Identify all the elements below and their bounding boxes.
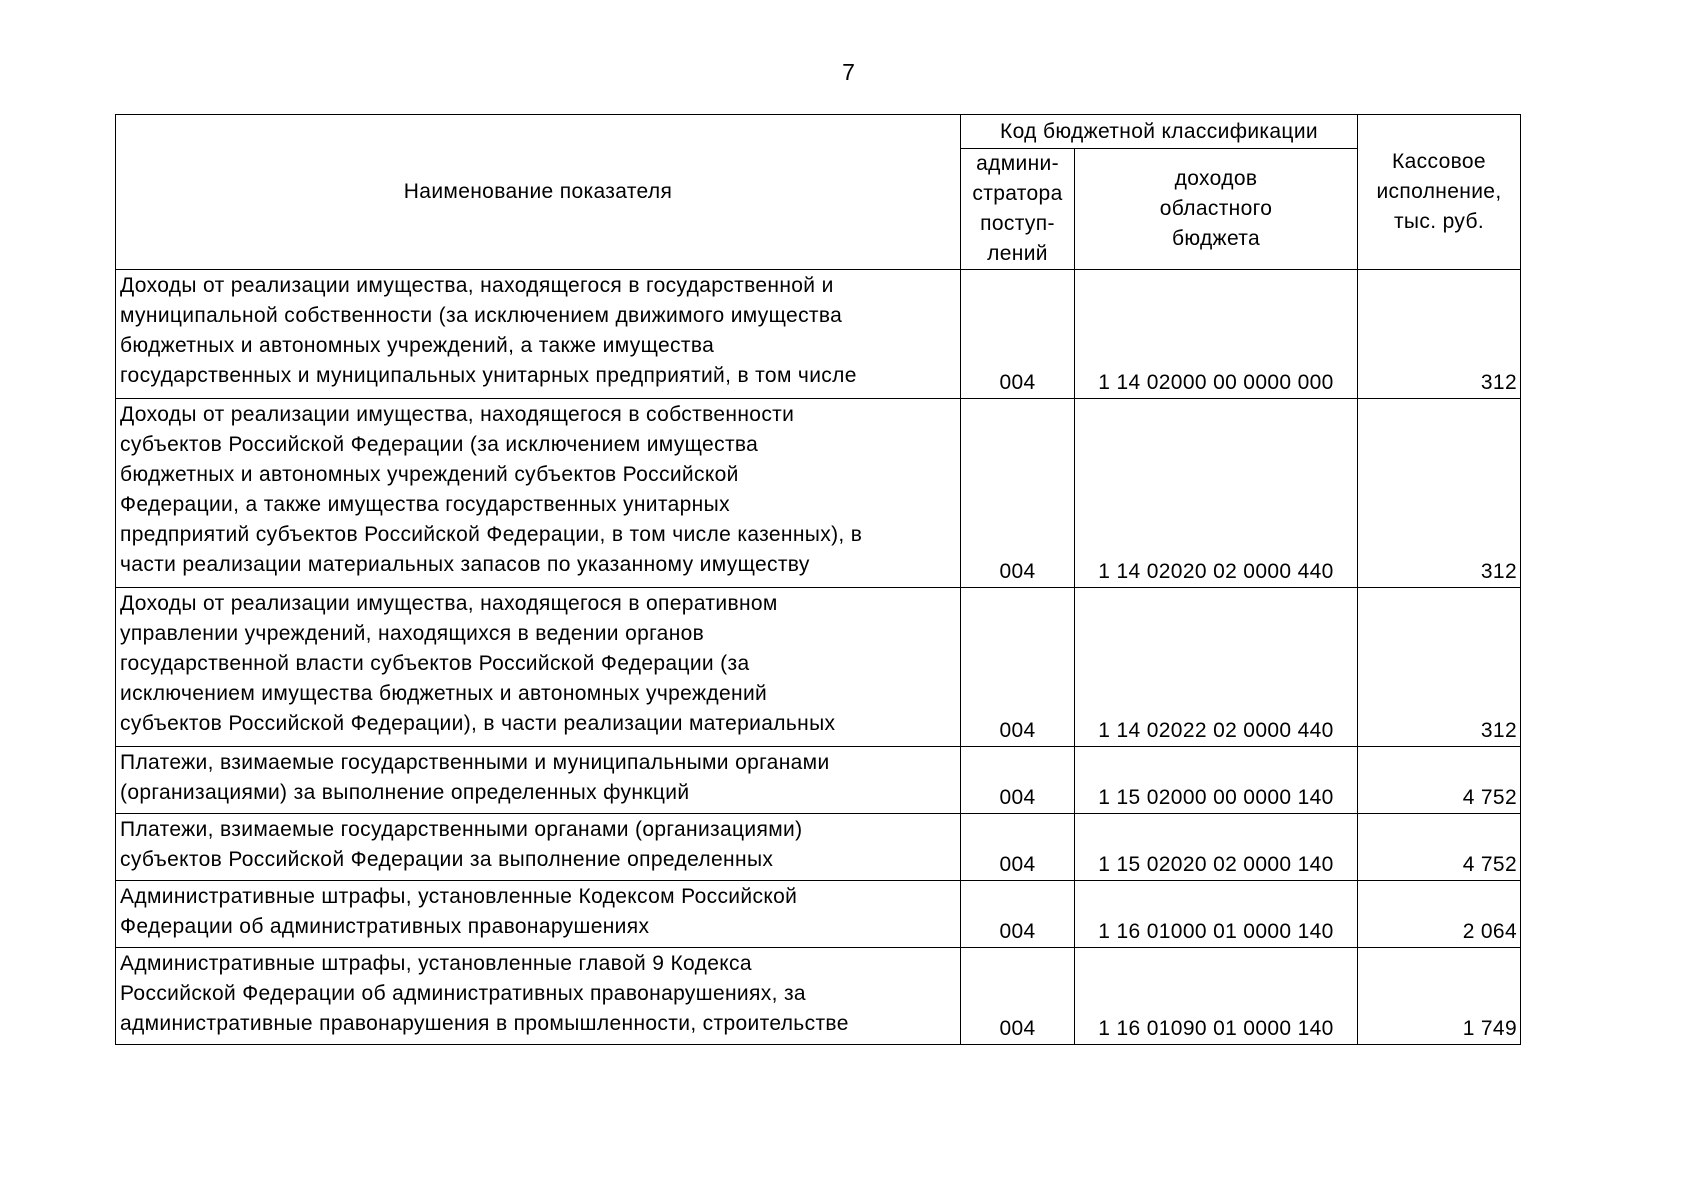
row-admin-code: 004: [961, 270, 1075, 399]
header-income: доходов областного бюджета: [1075, 149, 1358, 270]
row-budget-code: 1 14 02000 00 0000 000: [1075, 270, 1358, 399]
row-budget-code: 1 15 02000 00 0000 140: [1075, 747, 1358, 814]
row-admin-code: 004: [961, 814, 1075, 881]
row-name: Доходы от реализации имущества, находящегося в государственной и муниципальной собственности (за исключением движимого имущества бюджетных и автономных учреждений, а также имущества государственных и муниципальных унитарных предприятий, в том числе: [116, 270, 961, 399]
row-name: Платежи, взимаемые государственными органами (организациями) субъектов Российской Федерации за выполнение определенных: [116, 814, 961, 881]
header-cash-execution: Кассовое исполнение, тыс. руб.: [1358, 115, 1521, 270]
table-header-row: [116, 115, 1521, 149]
row-admin-code: 004: [961, 948, 1075, 1045]
row-budget-code: 1 14 02020 02 0000 440: [1075, 399, 1358, 588]
row-budget-code: 1 15 02020 02 0000 140: [1075, 814, 1358, 881]
row-name: Доходы от реализации имущества, находящегося в собственности субъектов Российской Федерации (за исключением имущества бюджетных и автономных учреждений субъектов Российской Федерации, а также имущества государственных унитарных предприятий субъектов Российской Федерации, в том числе казенных), в части реализации материальных запасов по указанному имуществу: [116, 399, 961, 588]
table-row: [116, 270, 1521, 399]
header-code-group: Код бюджетной классификации: [961, 115, 1358, 149]
row-admin-code: 004: [961, 399, 1075, 588]
row-admin-code: 004: [961, 588, 1075, 747]
table-row: [116, 588, 1521, 747]
row-value: 312: [1358, 399, 1521, 588]
row-budget-code: 1 16 01000 01 0000 140: [1075, 881, 1358, 948]
row-value: 4 752: [1358, 814, 1521, 881]
row-name: Платежи, взимаемые государственными и муниципальными органами (организациями) за выполнение определенных функций: [116, 747, 961, 814]
header-name: Наименование показателя: [116, 115, 961, 270]
table-row: [116, 747, 1521, 814]
row-admin-code: 004: [961, 747, 1075, 814]
row-value: 312: [1358, 270, 1521, 399]
row-name: Доходы от реализации имущества, находящегося в оперативном управлении учреждений, находящихся в ведении органов государственной власти субъектов Российской Федерации (за исключением имущества бюджетных и автономных учреждений субъектов Российской Федерации), в части реализации материальных: [116, 588, 961, 747]
row-name: Административные штрафы, установленные Кодексом Российской Федерации об административных правонарушениях: [116, 881, 961, 948]
page-number: 7: [842, 59, 855, 85]
row-value: 1 749: [1358, 948, 1521, 1045]
table-row: [116, 814, 1521, 881]
row-value: 4 752: [1358, 747, 1521, 814]
row-name: Административные штрафы, установленные главой 9 Кодекса Российской Федерации об административных правонарушениях, за административные правонарушения в промышленности, строительстве: [116, 948, 961, 1045]
row-value: 312: [1358, 588, 1521, 747]
table-row: [116, 881, 1521, 948]
table-row: [116, 399, 1521, 588]
budget-table: [115, 114, 1521, 1045]
table-row: [116, 948, 1521, 1045]
row-budget-code: 1 16 01090 01 0000 140: [1075, 948, 1358, 1045]
row-budget-code: 1 14 02022 02 0000 440: [1075, 588, 1358, 747]
header-admin: админи- стратора поступ- лений: [961, 149, 1075, 270]
row-value: 2 064: [1358, 881, 1521, 948]
row-admin-code: 004: [961, 881, 1075, 948]
